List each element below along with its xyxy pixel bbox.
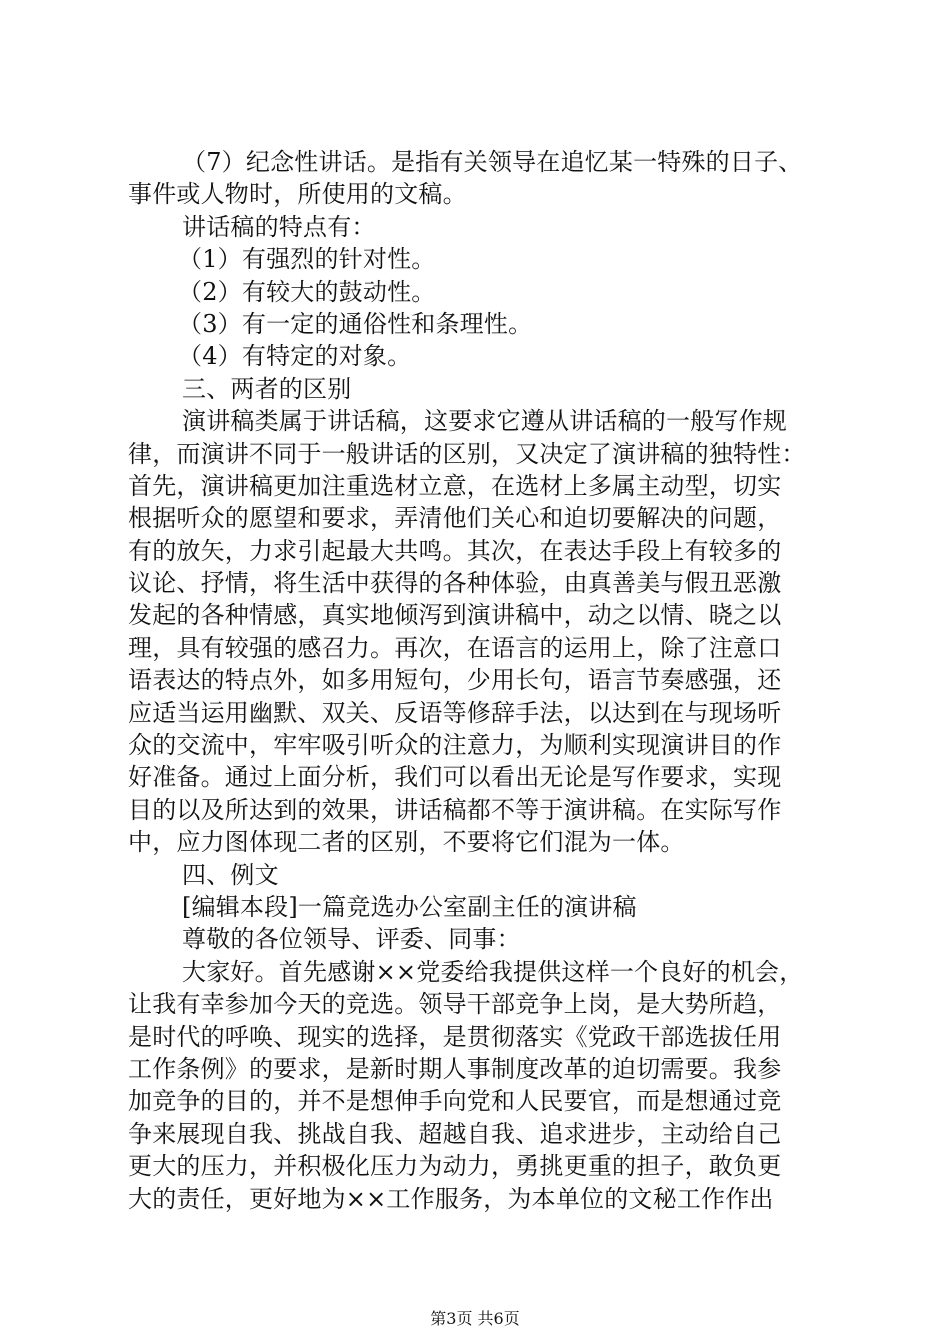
paragraph-line: 大的责任，更好地为××工作服务，为本单位的文秘工作作出	[128, 1184, 774, 1213]
list-item: （2）有较大的鼓动性。	[178, 277, 436, 306]
paragraph-line: 首先，演讲稿更加注重选材立意，在选材上多属主动型，切实	[128, 471, 782, 500]
paragraph-line: 发起的各种情感，真实地倾泻到演讲稿中，动之以情、晓之以	[128, 601, 782, 630]
paragraph-line: 更大的压力，并积极化压力为动力，勇挑更重的担子，敢负更	[128, 1152, 782, 1181]
paragraph-line: 让我有幸参加今天的竞选。领导干部竞争上岗，是大势所趋，	[128, 990, 782, 1019]
paragraph-line: 是时代的呼唤、现实的选择，是贯彻落实《党政干部选拔任用	[128, 1022, 782, 1051]
paragraph-line: 目的以及所达到的效果，讲话稿都不等于演讲稿。在实际写作	[128, 795, 782, 824]
section-heading: 三、两者的区别	[182, 374, 352, 403]
list-item: （1）有强烈的针对性。	[178, 245, 436, 274]
paragraph-line: 工作条例》的要求，是新时期人事制度改革的迫切需要。我参	[128, 1054, 782, 1083]
paragraph-line: 大家好。首先感谢××党委给我提供这样一个良好的机会，	[182, 957, 804, 986]
list-item: （4）有特定的对象。	[178, 342, 412, 371]
paragraph-line: 律，而演讲不同于一般讲话的区别，又决定了演讲稿的独特性：	[128, 439, 806, 468]
paragraph-line: 好准备。通过上面分析，我们可以看出无论是写作要求，实现	[128, 763, 782, 792]
paragraph-line: 根据听众的愿望和要求，弄清他们关心和迫切要解决的问题，	[128, 504, 782, 533]
page-number-footer: 第3页 共6页	[430, 1309, 520, 1328]
paragraph-line: （7）纪念性讲话。是指有关领导在追忆某一特殊的日子、	[182, 148, 803, 176]
paragraph-line: 应适当运用幽默、双关、反语等修辞手法，以达到在与现场听	[128, 698, 782, 727]
section-heading: 四、例文	[182, 860, 279, 889]
paragraph-line: 争来展现自我、挑战自我、超越自我、追求进步，主动给自己	[128, 1119, 782, 1148]
paragraph-line: 讲话稿的特点有：	[182, 212, 376, 241]
paragraph-line: 理，具有较强的感召力。再次，在语言的运用上，除了注意口	[128, 633, 782, 662]
paragraph-line: 中，应力图体现二者的区别，不要将它们混为一体。	[128, 828, 685, 857]
document-body	[128, 146, 828, 1215]
paragraph-line: 众的交流中，牢牢吸引听众的注意力，为顺利实现演讲目的作	[128, 731, 782, 760]
paragraph-line: 演讲稿类属于讲话稿，这要求它遵从讲话稿的一般写作规	[182, 407, 787, 436]
paragraph-line: 议论、抒情，将生活中获得的各种体验，由真善美与假丑恶激	[128, 569, 782, 598]
paragraph-line: 加竞争的目的，并不是想伸手向党和人民要官，而是想通过竞	[128, 1087, 782, 1116]
paragraph-line: 语表达的特点外，如多用短句，少用长句，语言节奏感强，还	[128, 666, 782, 695]
salutation: 尊敬的各位领导、评委、同事：	[182, 925, 521, 954]
list-item: （3）有一定的通俗性和条理性。	[178, 309, 533, 338]
paragraph-line: 有的放矢，力求引起最大共鸣。其次，在表达手段上有较多的	[128, 536, 782, 565]
paragraph-line: 事件或人物时，所使用的文稿。	[128, 180, 467, 209]
example-title: [编辑本段]一篇竞选办公室副主任的演讲稿	[182, 892, 637, 921]
